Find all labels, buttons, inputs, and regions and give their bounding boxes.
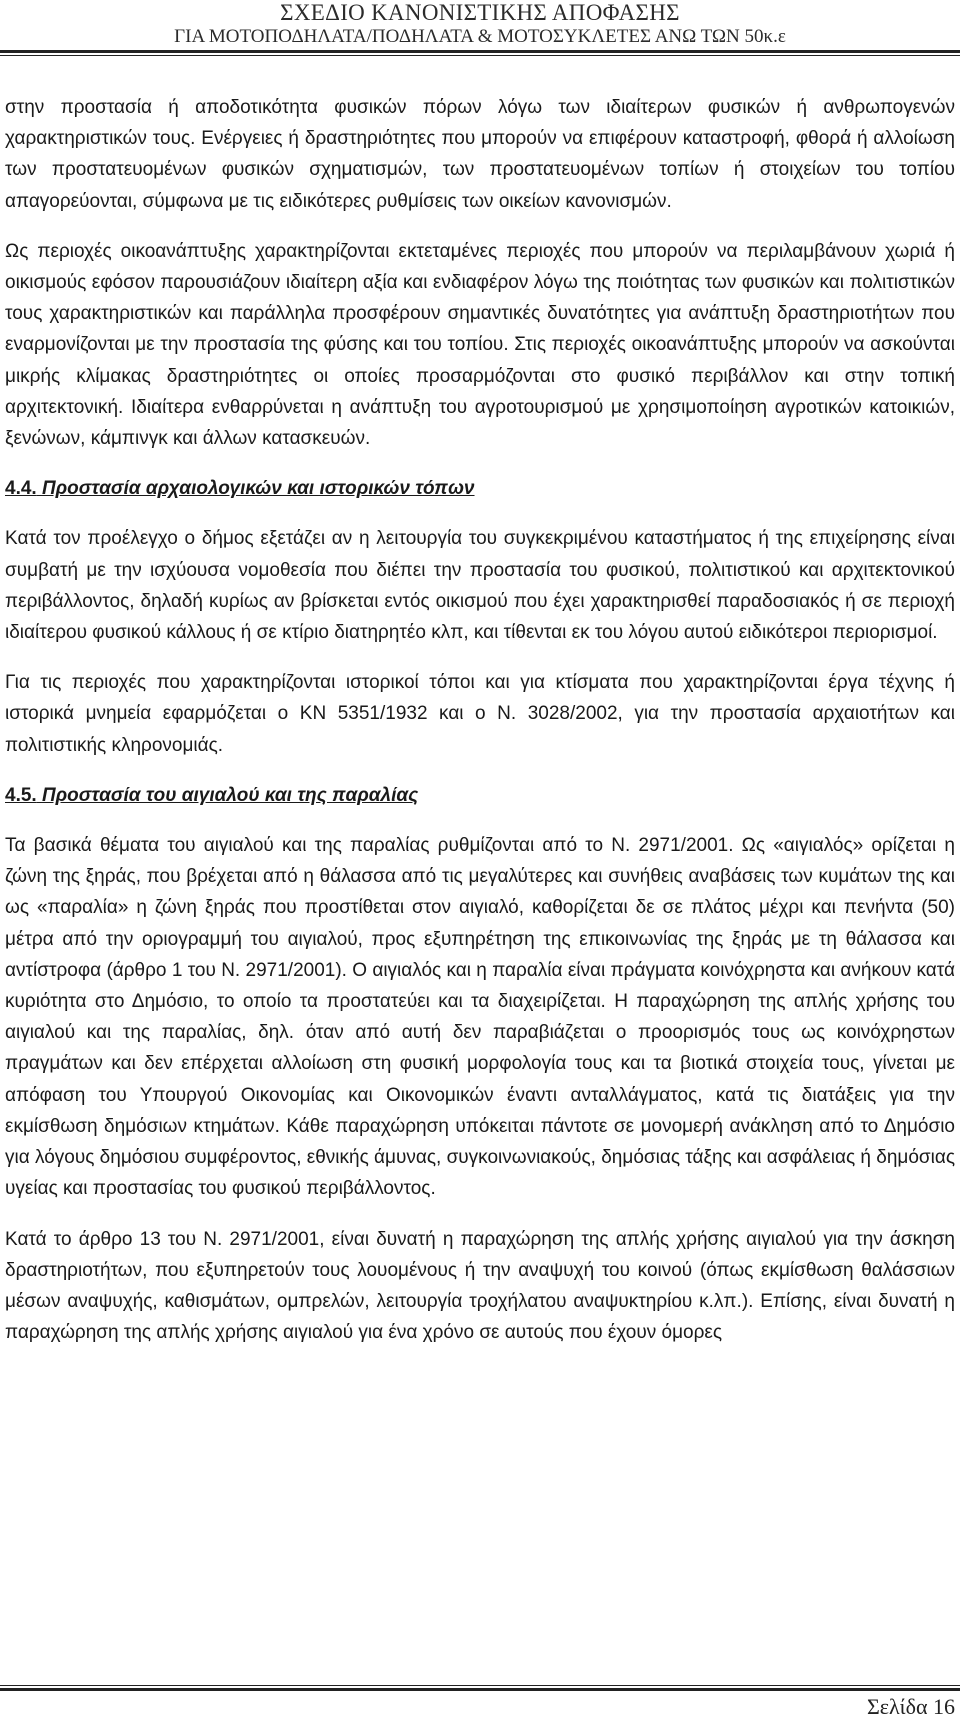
paragraph: Για τις περιοχές που χαρακτηρίζονται ιστορικοί τόποι και για κτίσματα που χαρακτηρίζονται έργα τέχνης ή ιστορικά μνημεία εφαρμόζεται ο ΚΝ 5351/1932 και ο Ν. 3028/2002, για την προστασία αρχαιοτήτων και πολιτιστικής κληρονομιάς. (5, 672, 955, 756)
section-title: Προστασία αρχαιολογικών και ιστορικών τόπων (41, 478, 475, 500)
section-heading-4-4 (5, 473, 955, 504)
document-body (5, 92, 955, 1367)
footer-rule-thick (0, 1688, 960, 1691)
paragraph: Κατά τον προέλεγχο ο δήμος εξετάζει αν η λειτουργία του συγκεκριμένου καταστήματος ή της επιχείρησης είναι συμβατή με την ισχύουσα νομοθεσία που διέπει την προστασία του φυσικού, πολιτιστικού και αρχιτεκτονικού περιβάλλοντος, δηλαδή κυρίως αν βρίσκεται εντός οικισμού που έχει χαρακτηρισθεί παραδοσιακός ή σε περιοχή ιδιαίτερου φυσικού κάλλους ή σε κτίριο διατηρητέο κλπ, και τίθενται εκ του λόγου αυτού ειδικότεροι περιορισμοί. (5, 528, 955, 644)
paragraph: Κατά το άρθρο 13 του Ν. 2971/2001, είναι δυνατή η παραχώρηση της απλής χρήσης αιγιαλού για την άσκηση δραστηριοτήτων, που εξυπηρετούν τους λουομένους ή την αναψυχή του κοινού (όπως εκμίσθωση θαλάσσιων μέσων αναψυχής, καθισμάτων, ομπρελών, λειτουργία τροχήλατου αναψυκτηρίου κ.λπ.). Επίσης, είναι δυνατή η παραχώρηση της απλής χρήσης αιγιαλού για ένα χρόνο σε αυτούς που έχουν όμορες (5, 1228, 955, 1344)
section-number: 4.4. (5, 478, 37, 500)
document-subtitle: ΓΙΑ ΜΟΤΟΠΟΔΗΛΑΤΑ/ΠΟΔΗΛΑΤΑ & ΜΟΤΟΣΥΚΛΕΤΕΣ ΑΝΩ ΤΩΝ 50κ.ε (174, 26, 786, 47)
header-rule-thick (0, 50, 960, 53)
footer-rule-thin (0, 1685, 960, 1686)
paragraph: Τα βασικά θέματα του αιγιαλού και της παραλίας ρυθμίζονται από το Ν. 2971/2001. Ως «αιγιαλός» ορίζεται η ζώνη της ξηράς, που βρέχεται από η θάλασσα από τις μεγαλύτερες και συνήθεις αναβάσεις των κυμάτων της και ως «παραλία» η ζώνη ξηράς που προστίθεται στον αιγιαλό, καθορίζεται δε σε πλάτος μέχρι και πενήντα (50) μέτρα από την οριογραμμή του αιγιαλού, προς εξυπηρέτηση της επικοινωνίας της ξηράς με τη θάλασσα και αντίστροφα (άρθρο 1 του Ν. 2971/2001). Ο αιγιαλός και η παραλία είναι πράγματα κοινόχρηστα και ανήκουν κατά κυριότητα στο Δημόσιο, το οποίο τα προστατεύει και τα διαχειρίζεται. Η παραχώρηση της απλής χρήσης του αιγιαλού και της παραλίας, δηλ. όταν από αυτή δεν παραβιάζεται ο προορισμός τους ως κοινόχρηστων πραγμάτων και δεν επέρχεται αλλοίωση στη φυσική μορφολογία τους και τα βιοτικά στοιχεία τους, γίνεται με απόφαση του Υπουργού Οικονομίας και Οικονομικών έναντι ανταλλάγματος, κατά τις διατάξεις για την εκμίσθωση δημόσιων κτημάτων. Κάθε παραχώρηση υπόκειται πάντοτε σε μονομερή ανάκληση από το Δημόσιο για λόγους δημόσιου συμφέροντος, εθνικής άμυνας, συγκοινωνιακούς, δημόσιας τάξης και ασφάλειας ή δημόσιας υγείας και προστασίας του φυσικού περιβάλλοντος. (5, 835, 955, 1200)
section-heading-4-5 (5, 780, 955, 811)
paragraph: Ως περιοχές οικοανάπτυξης χαρακτηρίζονται εκτεταμένες περιοχές που μπορούν να περιλαμβάνουν χωριά ή οικισμούς εφόσον παρουσιάζουν ιδιαίτερη αξία και ενδιαφέρον λόγω της ποιότητας των φυσικών και πολιτιστικών τους χαρακτηριστικών και παράλληλα προσφέρουν σημαντικές δυνατότητες για ανάπτυξη δραστηριοτήτων που εναρμονίζονται με την προστασία της φύσης και του τοπίου. Στις περιοχές οικοανάπτυξης μπορούν να ασκούνται μικρής κλίμακας δραστηριότητες οι οποίες προσαρμόζονται στο φυσικό περιβάλλον και στην τοπική αρχιτεκτονική. Ιδιαίτερα ενθαρρύνεται η ανάπτυξη του αγροτουρισμού με χρησιμοποίηση αγροτικών κατοικιών, ξενώνων, κάμπινγκ και άλλων κατασκευών. (5, 240, 955, 450)
page-number: Σελίδα 16 (866, 1694, 955, 1719)
section-title: Προστασία του αιγιαλού και της παραλίας (41, 784, 419, 806)
document-title: ΣΧΕΔΙΟ ΚΑΝΟΝΙΣΤΙΚΗΣ ΑΠΟΦΑΣΗΣ (280, 0, 680, 25)
paragraph: στην προστασία ή αποδοτικότητα φυσικών πόρων λόγω των ιδιαίτερων φυσικών ή ανθρωπογενών χαρακτηριστικών τους. Ενέργειες ή δραστηριότητες που μπορούν να επιφέρουν καταστροφή, φθορά ή αλλοίωση των προστατευομένων φυσικών σχηματισμών, των προστατευομένων τοπίων ή στοιχείων του τοπίου απαγορεύονται, σύμφωνα με τις ειδικότερες ρυθμίσεις των οικείων κανονισμών. (5, 97, 955, 212)
section-number: 4.5. (5, 784, 37, 806)
header-rule-thin (0, 55, 960, 56)
